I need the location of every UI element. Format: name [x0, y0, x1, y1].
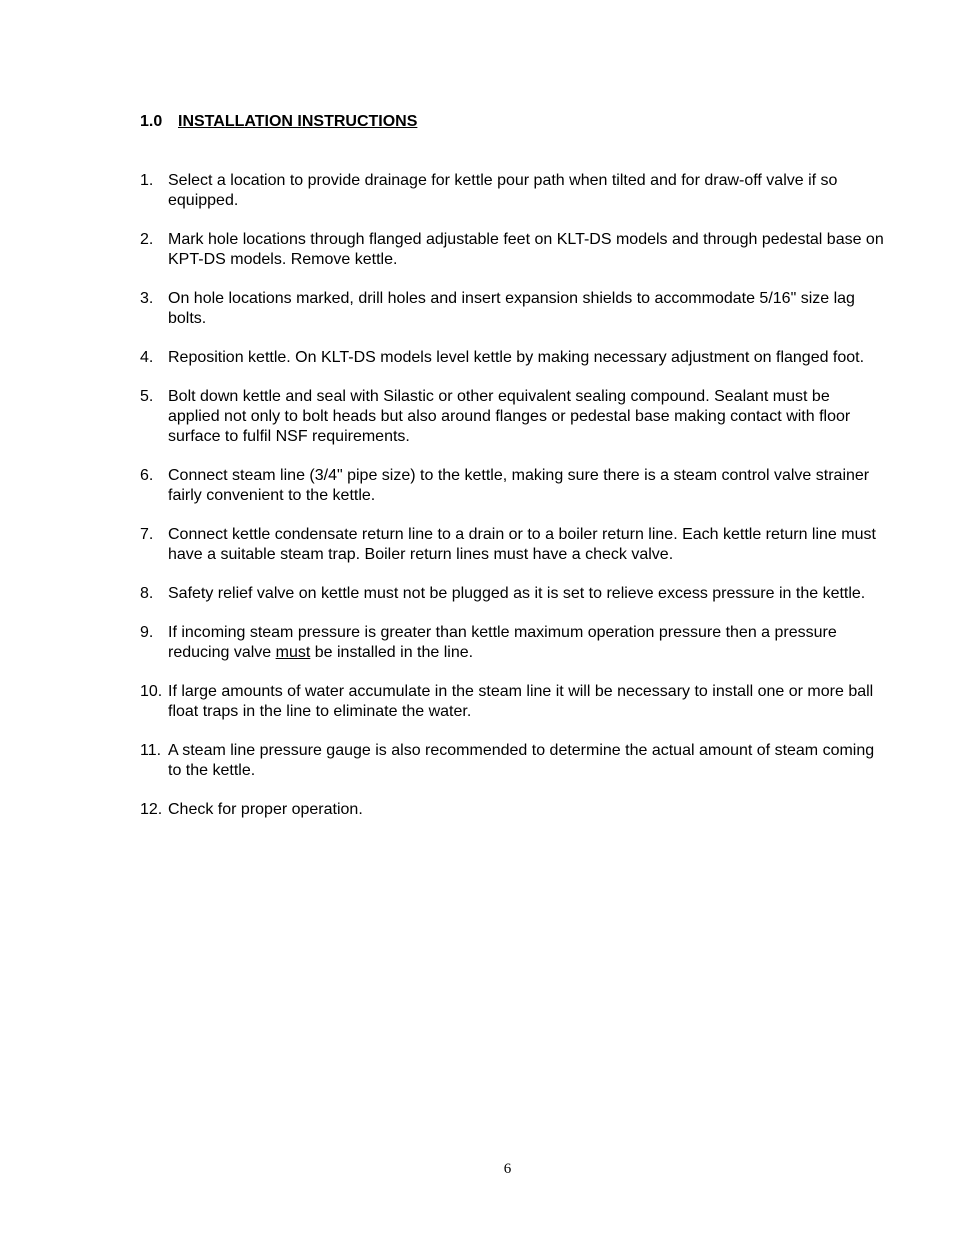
step-text: Mark hole locations through flanged adjustable feet on KLT-DS models and through pedestal base on KPT-DS models. Remove kettle.: [168, 231, 884, 268]
step-text: Safety relief valve on kettle must not be plugged as it is set to relieve excess pressure in the kettle.: [168, 585, 866, 602]
list-item: [140, 171, 885, 211]
step-number: 6.: [140, 467, 154, 484]
step-text: Reposition kettle. On KLT-DS models level kettle by making necessary adjustment on flanged foot.: [168, 349, 865, 366]
list-item: [140, 623, 885, 663]
step-text: Check for proper operation.: [168, 801, 363, 818]
step-number: 8.: [140, 585, 154, 602]
step-number: 5.: [140, 388, 154, 405]
step-text-before: If incoming steam pressure is greater than kettle maximum operation pressure then a pressure reducing valve: [168, 624, 837, 661]
list-item: [140, 584, 885, 604]
step-number: 9.: [140, 624, 154, 641]
step-number: 11.: [140, 742, 162, 759]
list-item: [140, 741, 885, 781]
step-text: Connect steam line (3/4" pipe size) to the kettle, making sure there is a steam control valve strainer fairly convenient to the kettle.: [168, 467, 870, 504]
step-text: [168, 623, 885, 663]
section-number: 1.0: [140, 113, 163, 130]
step-number: 7.: [140, 526, 154, 543]
step-number: 2.: [140, 231, 154, 248]
emphasis-must: must: [275, 644, 311, 661]
step-text: On hole locations marked, drill holes and insert expansion shields to accommodate 5/16" size lag bolts.: [168, 290, 855, 327]
step-number: 1.: [140, 172, 154, 189]
step-text-after: be installed in the line.: [310, 644, 474, 661]
list-item: [140, 387, 885, 447]
list-item: [140, 348, 885, 368]
step-number: 4.: [140, 349, 154, 366]
list-item: [140, 682, 885, 722]
step-number: 3.: [140, 290, 154, 307]
section-title: INSTALLATION INSTRUCTIONS: [178, 113, 418, 130]
list-item: [140, 289, 885, 329]
step-text: Connect kettle condensate return line to a drain or to a boiler return line. Each kettle return line must have a suitable steam trap. Boiler return lines must have a check valve.: [168, 526, 876, 563]
installation-steps-list: [140, 171, 885, 839]
step-text: Select a location to provide drainage for kettle pour path when tilted and for draw-off valve if so equipped.: [168, 172, 838, 209]
step-text: Bolt down kettle and seal with Silastic or other equivalent sealing compound. Sealant must be applied not only to bolt heads but also around flanges or pedestal base making contact with floor surface to fulfil NSF requirements.: [168, 388, 851, 445]
step-number: 12.: [140, 801, 163, 818]
list-item: [140, 230, 885, 270]
step-text: If large amounts of water accumulate in the steam line it will be necessary to install one or more ball float traps in the line to eliminate the water.: [168, 683, 874, 720]
step-number: 10.: [140, 683, 163, 700]
section-heading: [140, 113, 417, 131]
list-item: [140, 525, 885, 565]
list-item: [140, 800, 885, 820]
page-number: 6: [503, 1161, 512, 1177]
step-text: A steam line pressure gauge is also recommended to determine the actual amount of steam coming to the kettle.: [168, 742, 875, 779]
list-item: [140, 466, 885, 506]
